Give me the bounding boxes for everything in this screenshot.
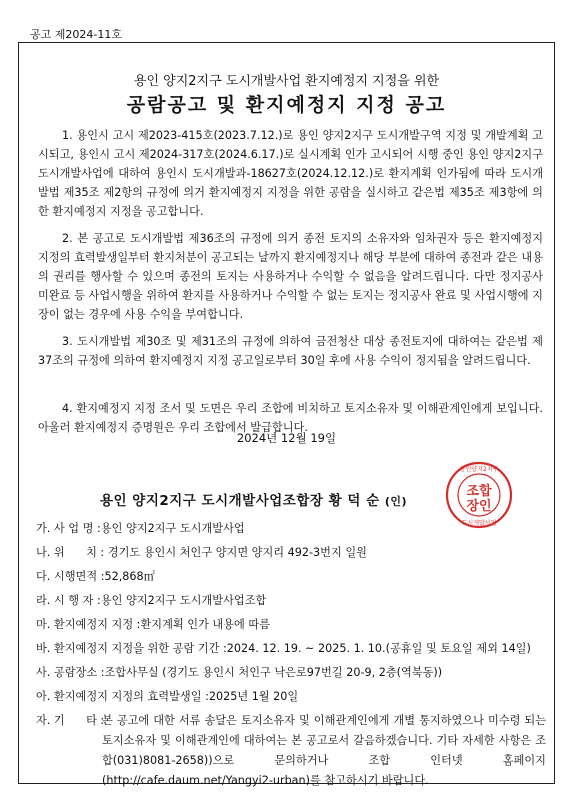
svg-text:장인: 장인 bbox=[466, 499, 492, 514]
paragraph-3: 3. 도시개발법 제30조 및 제31조의 규정에 의하여 금전청산 대상 종전토지에 대하여는 같은법 제37조의 규정에 의하여 환지예정지 지정 공고일로부터 30일 후에 사용 수익이 정지됨을 알려드립니다. bbox=[38, 335, 543, 367]
info-value: 조합사무실 (경기도 용인시 처인구 낙은로97번길 20-9, 2층(역북동)) bbox=[104, 666, 443, 679]
info-label: 라. 시 행 자 : bbox=[36, 594, 101, 607]
info-row-etc bbox=[36, 711, 546, 791]
info-row bbox=[36, 589, 546, 613]
info-list bbox=[36, 517, 546, 791]
info-label: 아. 환지예정지 지정의 효력발생일 : bbox=[36, 690, 209, 703]
info-row bbox=[36, 541, 546, 565]
info-value: 52,868㎡ bbox=[104, 570, 155, 583]
notice-date: 2024년 12월 19일 bbox=[236, 431, 337, 445]
info-label: 바. 환지예정지 지정을 위한 공람 기간 : bbox=[36, 642, 227, 655]
info-row bbox=[36, 661, 546, 685]
info-value: 2025년 1월 20일 bbox=[208, 690, 299, 703]
info-value: 경기도 용인시 처인구 양지면 양지리 492-3번지 일원 bbox=[107, 546, 367, 559]
info-row bbox=[36, 565, 546, 589]
notice-subtitle: 용인 양지2지구 도시개발사업 환지예정지 지정을 위한 bbox=[133, 74, 440, 89]
info-row bbox=[36, 637, 546, 661]
paragraph-2: 2. 본 공고로 도시개발법 제36조의 규정에 의거 종전 토지의 소유자와 임차권자 등은 환지예정지 지정의 효력발생일부터 환지처분이 공고되는 날까지 환지예정지나 해당 부분에 대하여 종전과 같은 내용의 권리를 행사할 수 있으며 종전의 토지는 사용하거나 수익할 수 없음을 알려드립니다. 다만 정지공사 미완료 등 사업시행을 위하여 환지를 사용하거나 수익할 수 없는 토지는 정지공사 완료 및 사업시행에 지장이 없는 경우에 사용 수익을 부여합니다. bbox=[38, 232, 543, 321]
info-value: 환지계획 인가 내용에 따름 bbox=[140, 618, 271, 631]
info-value: 2024. 12. 19. ~ 2025. 1. 10.(공휴일 및 토요일 제외 14일) bbox=[226, 642, 531, 655]
issuer-line bbox=[100, 489, 407, 509]
paragraph-1: 1. 용인시 고시 제2023-415호(2023.7.12.)로 용인 양지2지구 도시개발구역 지정 및 개발계획 고시되고, 용인시 고시 제2024-317호(2024.6.17.)로 실시계획 인가 고시되어 시행 중인 용인 양지2지구 도시개발사업에 대하여 용인시 도시개발과-18627호(2024.12.12.)로 환지계획 인가됨에 따라 도시개발법 제35조 제2항의 규정에 의거 환지예정지 지정을 위한 공람을 실시하고 같은법 제35조 제3항에 의한 환지예정지 지정을 공고합니다. bbox=[38, 129, 543, 218]
info-label: 자. 기 타 : bbox=[36, 714, 105, 727]
svg-text:도시개발사업: 도시개발사업 bbox=[461, 520, 497, 527]
info-label: 다. 시행면적 : bbox=[36, 570, 105, 583]
paragraph-4: 4. 환지예정지 지정 조서 및 도면은 우리 조합에 비치하고 토지소유자 및 이해관계인에게 보입니다. 아울러 환지예정지 증명원은 우리 조합에서 발급합니다. bbox=[38, 402, 543, 434]
info-row bbox=[36, 613, 546, 637]
stray-mark: . bbox=[514, 326, 517, 335]
info-label: 마. 환지예정지 지정 : bbox=[36, 618, 141, 631]
info-label: 가. 사 업 명 : bbox=[36, 522, 101, 535]
notice-number: 공고 제2024-11호 bbox=[30, 28, 122, 41]
info-value: 용인 양지2지구 도시개발사업조합 bbox=[100, 594, 267, 607]
issuer-name: 용인 양지2지구 도시개발사업조합장 황 덕 순 bbox=[100, 493, 380, 509]
info-label: 나. 위 치 : bbox=[36, 546, 108, 559]
notice-title: 공람공고 및 환지예정지 지정 공고 bbox=[126, 94, 447, 116]
svg-text:용인양지2지구: 용인양지2지구 bbox=[459, 466, 499, 473]
info-row bbox=[36, 685, 546, 709]
info-row bbox=[36, 517, 546, 541]
issuer-seal-mark: (인) bbox=[384, 495, 408, 508]
info-label: 사. 공람장소 : bbox=[36, 666, 105, 679]
info-value: 용인 양지2지구 도시개발사업 bbox=[100, 522, 245, 535]
info-value: 본 공고에 대한 서류 송달은 토지소유자 및 이해관계인에게 개별 통지하였으나 미수령 되는 토지소유자 및 이해관계인에 대하여는 본 공고로서 갈음하겠습니다. 기타 자세한 사항은 조합(031)8081-2658))으로 문의하거나 조합 인터넷 홈페이지(http://cafe.daum.net/Yangyi2-urban)를 참고하시기 바랍니다. bbox=[102, 714, 546, 787]
svg-text:조합: 조합 bbox=[466, 484, 492, 499]
